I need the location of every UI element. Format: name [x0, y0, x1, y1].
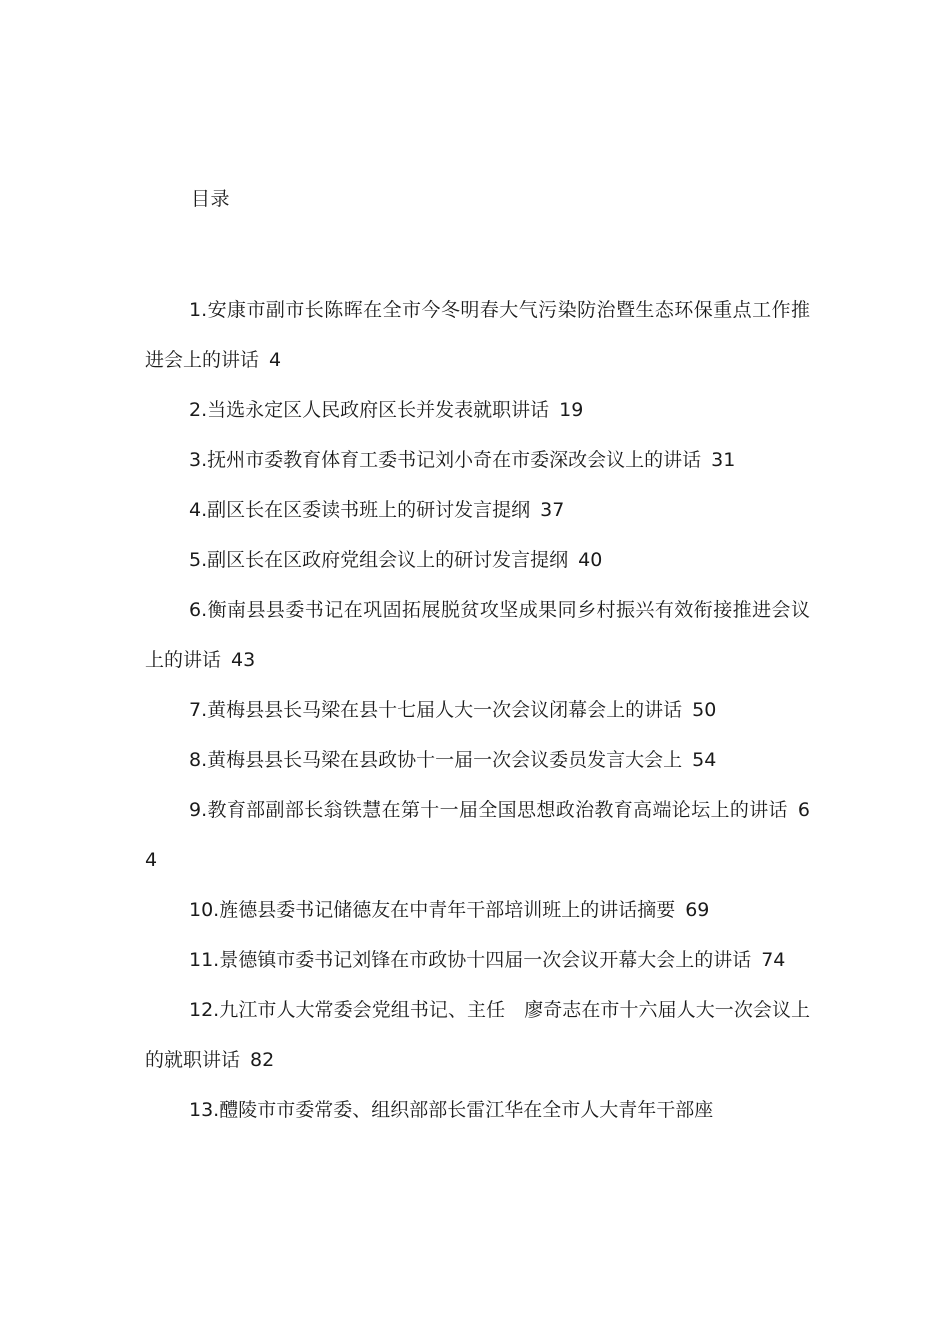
toc-title: 目录: [191, 188, 231, 210]
toc-entry[interactable]: [145, 435, 810, 485]
toc-entry-page: 43: [231, 649, 256, 671]
toc-entry-page: 4: [269, 349, 282, 371]
toc-entry-text: 4.副区长在区委读书班上的研讨发言提纲: [189, 499, 531, 521]
toc-entry-text: 2.当选永定区人民政府区长并发表就职讲话: [189, 399, 550, 421]
toc-entry-page: 37: [540, 499, 565, 521]
toc-entry[interactable]: [145, 585, 810, 685]
toc-list: [145, 285, 810, 1135]
toc-entry-page: 82: [250, 1049, 275, 1071]
toc-entry[interactable]: [145, 485, 810, 535]
toc-entry[interactable]: [145, 785, 810, 885]
toc-entry[interactable]: [145, 1085, 810, 1135]
toc-entry-text: 5.副区长在区政府党组会议上的研讨发言提纲: [189, 549, 569, 571]
toc-entry-text: 13.醴陵市市委常委、组织部部长雷江华在全市人大青年干部座: [189, 1099, 714, 1121]
toc-entry-text: 3.抚州市委教育体育工委书记刘小奇在市委深改会议上的讲话: [189, 449, 702, 471]
toc-entry-page: 31: [711, 449, 736, 471]
toc-entry[interactable]: [145, 285, 810, 385]
toc-entry-page: 69: [685, 899, 710, 921]
toc-entry-text: 7.黄梅县县长马梁在县十七届人大一次会议闭幕会上的讲话: [189, 699, 683, 721]
toc-entry-text: 8.黄梅县县长马梁在县政协十一届一次会议委员发言大会上: [189, 749, 683, 771]
toc-entry[interactable]: [145, 535, 810, 585]
toc-entry-text: 9.教育部副部长翁铁慧在第十一届全国思想政治教育高端论坛上的讲话: [189, 799, 788, 821]
toc-entry-page: 50: [692, 699, 717, 721]
toc-entry[interactable]: [145, 935, 810, 985]
toc-entry-text: 11.景德镇市委书记刘锋在市政协十四届一次会议开幕大会上的讲话: [189, 949, 752, 971]
toc-entry-page: 74: [761, 949, 786, 971]
toc-entry-text: 10.旌德县委书记储德友在中青年干部培训班上的讲话摘要: [189, 899, 676, 921]
toc-entry-page: [713, 1099, 723, 1121]
toc-entry-page: 19: [559, 399, 584, 421]
toc-entry[interactable]: [145, 985, 810, 1085]
toc-entry[interactable]: [145, 685, 810, 735]
toc-entry[interactable]: [145, 735, 810, 785]
toc-entry[interactable]: [145, 885, 810, 935]
toc-entry-text: 6.衡南县县委书记在巩固拓展脱贫攻坚成果同乡村振兴有效衔接推进会议上的讲话: [145, 599, 810, 671]
toc-entry-text: 12.九江市人大常委会党组书记、主任 廖奇志在市十六届人大一次会议上的就职讲话: [145, 999, 810, 1071]
toc-entry-page: 64: [145, 799, 810, 871]
toc-entry[interactable]: [145, 385, 810, 435]
toc-entry-page: 54: [692, 749, 717, 771]
toc-entry-text: 1.安康市副市长陈晖在全市今冬明春大气污染防治暨生态环保重点工作推进会上的讲话: [145, 299, 810, 371]
toc-entry-page: 40: [578, 549, 603, 571]
